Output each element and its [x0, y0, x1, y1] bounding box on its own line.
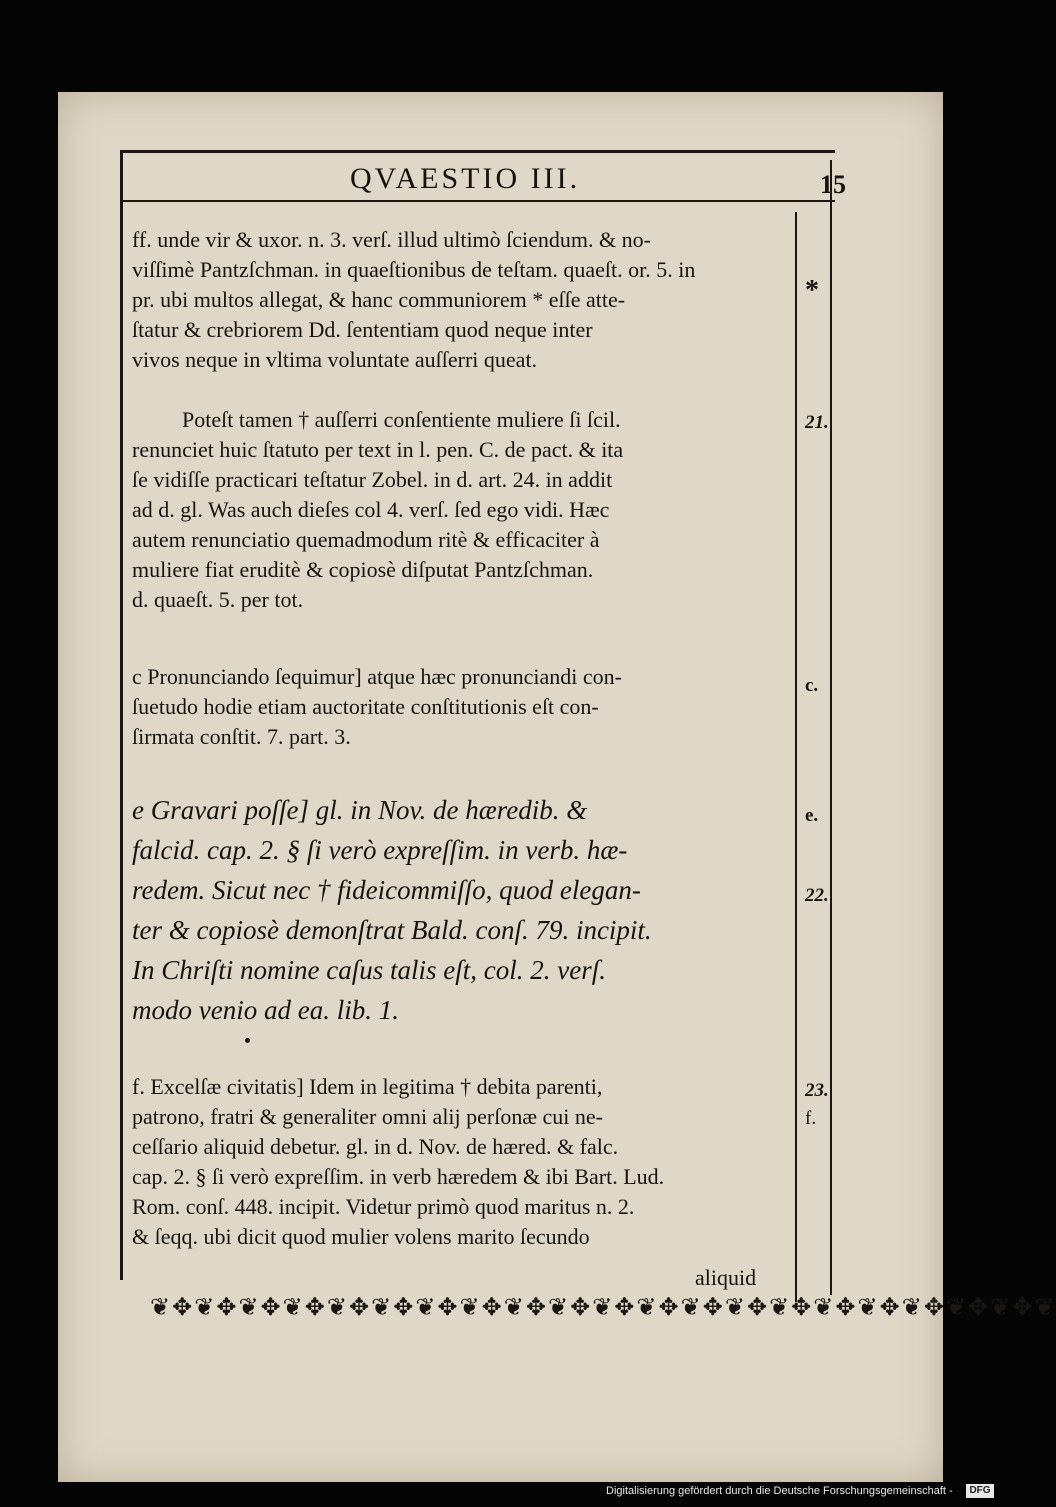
running-head: QVAESTIO III. [350, 162, 581, 195]
text-line: ſe vidiſſe practicari teſtatur Zobel. in d. art. 24. in addit [132, 467, 613, 492]
text-line: muliere fiat eruditè & copiosè diſputat Pantzſchman. [132, 557, 594, 582]
margin-note-c: c. [805, 675, 819, 696]
text-line: cap. 2. § ſi verò expreſſim. in verb hæredem & ibi Bart. Lud. [132, 1164, 665, 1189]
ink-dot [245, 1038, 250, 1043]
text-line: renunciet huic ſtatuto per text in l. pen. C. de pact. & ita [132, 437, 624, 462]
text-line: viſſimè Pantzſchman. in quaeſtionibus de teſtam. quaeſt. or. 5. in [132, 257, 696, 282]
header-rule [120, 200, 835, 202]
text-line: Rom. conſ. 448. incipit. Videtur primò quod maritus n. 2. [132, 1194, 635, 1219]
text-line: vivos neque in vltima voluntate auſſerri queat. [132, 347, 538, 372]
text-line: redem. Sicut nec † fideicommiſſo, quod elegan- [132, 875, 641, 905]
digitization-credit: Digitalisierung gefördert durch die Deutsche Forschungsgemeinschaft - [606, 1485, 953, 1497]
margin-note-21: 21. [805, 412, 829, 433]
text-line: ſtatur & crebriorem Dd. ſententiam quod neque inter [132, 317, 593, 342]
text-line: ſirmata conſtit. 7. part. 3. [132, 724, 351, 749]
dfg-logo: DFG [966, 1484, 994, 1498]
text-line: pr. ubi multos allegat, & hanc communiorem * eſſe atte- [132, 287, 626, 312]
left-rule [120, 150, 123, 1280]
catchword: aliquid [695, 1265, 757, 1290]
text-line: Poteſt tamen † auſſerri conſentiente muliere ſi ſcil. [182, 407, 621, 432]
paragraph-5 [132, 1072, 797, 1252]
paragraph-2 [132, 405, 797, 615]
text-line: ſuetudo hodie etiam auctoritate conſtitutionis eſt con- [132, 694, 599, 719]
paragraph-3 [132, 662, 797, 752]
text-line: ff. unde vir & uxor. n. 3. verſ. illud ultimò ſciendum. & no- [132, 227, 651, 252]
text-line: e Gravari poſſe] gl. in Nov. de hæredib. & [132, 795, 588, 825]
text-line: ad d. gl. Was auch dieſes col 4. verſ. ſed ego vidi. Hæc [132, 497, 610, 522]
text-line: autem renunciatio quemadmodum ritè & efficaciter à [132, 527, 600, 552]
paragraph-4 [132, 790, 797, 1030]
margin-note-22: 22. [805, 885, 829, 906]
text-line: In Chriſti nomine caſus talis eſt, col. 2. verſ. [132, 955, 606, 985]
outer-rule [830, 160, 832, 1295]
text-line: modo venio ad ea. lib. 1. [132, 995, 399, 1025]
paragraph-1 [132, 225, 797, 375]
text-line: c Pronunciando ſequimur] atque hæc pronunciandi con- [132, 664, 622, 689]
page-number: 15 [820, 170, 846, 199]
text-line: f. Excelſæ civitatis] Idem in legitima † debita parenti, [132, 1074, 603, 1099]
margin-note-e: e. [805, 805, 819, 826]
ornament-border: ❦✥❦✥❦✥❦✥❦✥❦✥❦✥❦✥❦✥❦✥❦✥❦✥❦✥❦✥❦✥❦✥❦✥❦✥❦✥❦✥❦ [150, 1295, 1056, 1321]
text-line: d. quaeſt. 5. per tot. [132, 587, 304, 612]
margin-note-asterisk: * [805, 275, 819, 306]
text-line: falcid. cap. 2. § ſi verò expreſſim. in verb. hæ- [132, 835, 628, 865]
text-line: patrono, fratri & generaliter omni alij perſonæ cui ne- [132, 1104, 604, 1129]
margin-note-23: 23. [805, 1080, 829, 1101]
text-line: & ſeqq. ubi dicit quod mulier volens marito ſecundo [132, 1224, 590, 1249]
margin-note-f: f. [805, 1108, 817, 1129]
top-rule [120, 150, 835, 153]
text-line: ter & copiosè demonſtrat Bald. conſ. 79. incipit. [132, 915, 652, 945]
page-frame [120, 150, 1056, 1321]
text-line: ceſſario aliquid debetur. gl. in d. Nov. de hæred. & falc. [132, 1134, 619, 1159]
